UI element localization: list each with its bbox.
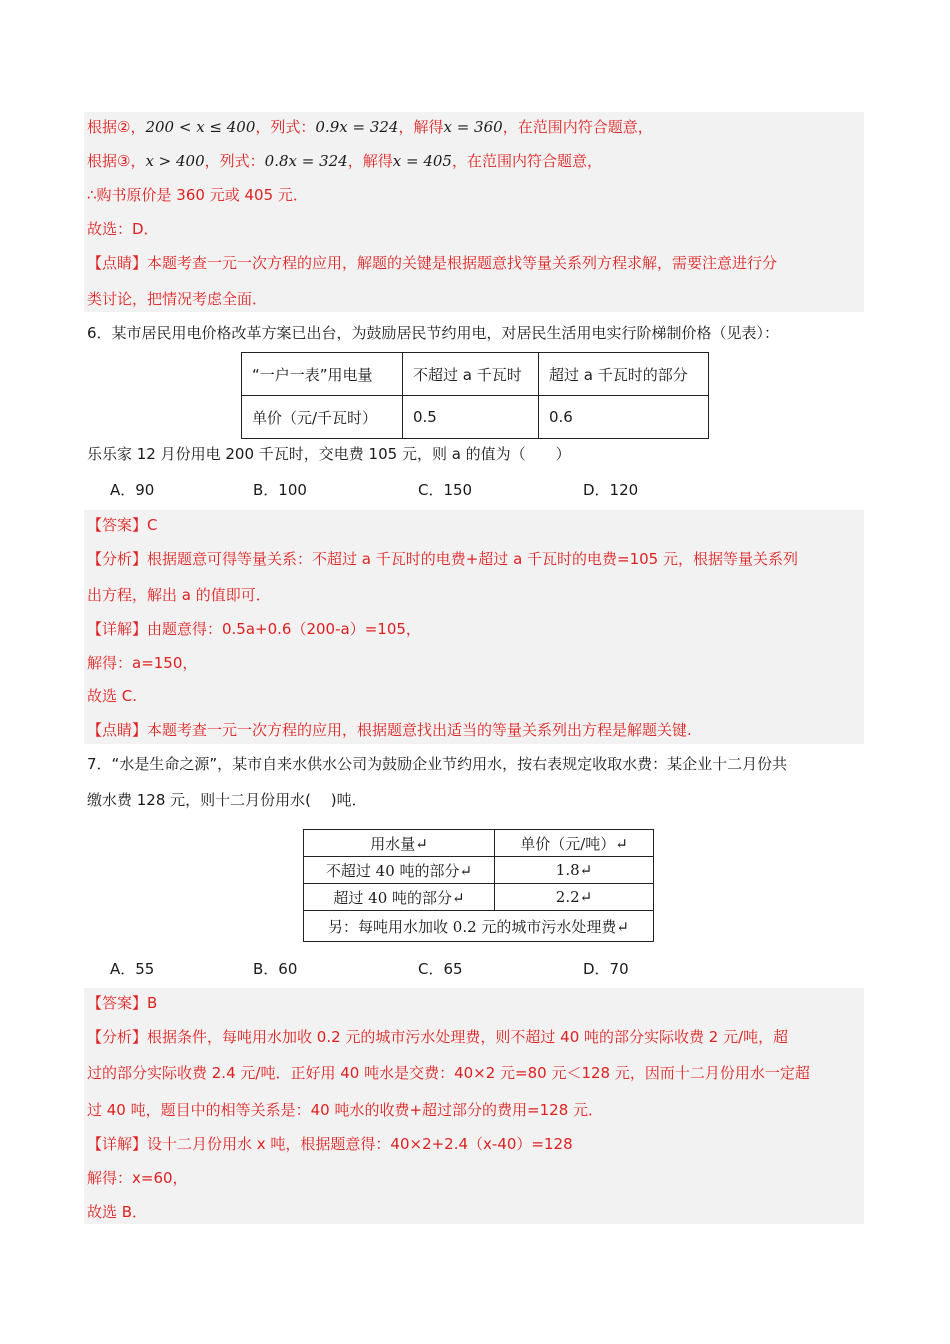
q7-option-c: C．65 (418, 960, 463, 978)
q7-table-header-price: 单价（元/吨）↵ (495, 830, 654, 857)
q7-analysis-3: 过 40 吨，题目中的相等关系是：40 吨水的收费+超过部分的费用=128 元． (87, 1101, 604, 1119)
q5-solution-block (84, 112, 864, 312)
q5-choice: 故选：D． (87, 220, 159, 238)
q7-detail: 【详解】设十二月份用水 x 吨，根据题意得：40×2+2.4（x-40）=128 (87, 1135, 573, 1153)
q7-solve: 解得：x=60， (87, 1169, 188, 1187)
q6-option-b: B．100 (253, 481, 307, 499)
q7-table-row1-label: 不超过 40 吨的部分↵ (304, 857, 495, 884)
q7-water-table (303, 829, 654, 942)
q6-analysis-1: 【分析】根据题意可得等量关系：不超过 a 千瓦时的电费+超过 a 千瓦时的电费=105 元，根据等量关系列 (87, 550, 798, 568)
q6-detail: 【详解】由题意得：0.5a+0.6（200-a）=105， (87, 620, 421, 638)
q6-table-header-usage: “一户一表”用电量 (242, 353, 403, 396)
q7-analysis-1: 【分析】根据条件，每吨用水加收 0.2 元的城市污水处理费，则不超过 40 吨的部分实际收费 2 元/吨，超 (87, 1028, 789, 1046)
q6-option-a: A．90 (110, 481, 155, 499)
q7-table-header-usage: 用水量↵ (304, 830, 495, 857)
q5-case2-line: 根据②，200 < x ≤ 400，列式：0.9x = 324，解得x = 360，在范围内符合题意， (87, 118, 653, 136)
q6-answer: 【答案】C (87, 516, 158, 534)
q7-table-note: 另：每吨用水加收 0.2 元的城市污水处理费↵ (304, 911, 654, 942)
q7-answer: 【答案】B (87, 994, 158, 1012)
q7-option-a: A．55 (110, 960, 155, 978)
q6-comment: 【点睛】本题考查一元一次方程的应用，根据题意找出适当的等量关系列出方程是解题关键. (87, 721, 692, 739)
q6-table-row-label: 单价（元/千瓦时） (242, 396, 403, 439)
q6-table-header-above: 超过 a 千瓦时的部分 (539, 353, 709, 396)
q6-option-d: D．120 (583, 481, 639, 499)
q7-table-row2-label: 超过 40 吨的部分↵ (304, 884, 495, 911)
q7-table-row2-price: 2.2↵ (495, 884, 654, 911)
q6-table-header-below: 不超过 a 千瓦时 (403, 353, 539, 396)
q6-stem: 6．某市居民用电价格改革方案已出台，为鼓励居民节约用电，对居民生活用电实行阶梯制价格（见表）： (87, 324, 780, 342)
q7-table-row1-price: 1.8↵ (495, 857, 654, 884)
q7-choose: 故选 B． (87, 1203, 148, 1221)
q6-analysis-2: 出方程，解出 a 的值即可． (87, 586, 271, 604)
q5-case3-line: 根据③，x > 400，列式：0.8x = 324，解得x = 405，在范围内符合题意， (87, 152, 602, 170)
q7-analysis-2: 过的部分实际收费 2.4 元/吨．正好用 40 吨水是交费：40×2 元=80 元＜128 元，因而十二月份用水一定超 (87, 1064, 810, 1082)
q7-stem-1: 7．“水是生命之源”，某市自来水供水公司为鼓励企业节约用水，按右表规定收取水费：某企业十二月份共 (87, 755, 788, 773)
q6-price-table (241, 352, 709, 439)
q7-option-d: D．70 (583, 960, 629, 978)
q6-table-price-above: 0.6 (539, 396, 709, 439)
q5-comment-2: 类讨论，把情况考虑全面． (87, 290, 268, 308)
q7-stem-2: 缴水费 128 元，则十二月份用水( )吨． (87, 791, 367, 809)
q5-conclusion: ∴购书原价是 360 元或 405 元． (87, 186, 308, 204)
q6-option-c: C．150 (418, 481, 473, 499)
q6-question-tail: 乐乐家 12 月份用电 200 千瓦时，交电费 105 元，则 a 的值为（ ） (87, 445, 571, 463)
q6-table-price-below: 0.5 (403, 396, 539, 439)
q5-comment-1: 【点睛】本题考查一元一次方程的应用，解题的关键是根据题意找等量关系列方程求解，需要注意进行分 (87, 254, 778, 272)
q6-choose: 故选 C. (87, 687, 138, 705)
q6-solve: 解得：a=150， (87, 654, 198, 672)
q7-option-b: B．60 (253, 960, 298, 978)
